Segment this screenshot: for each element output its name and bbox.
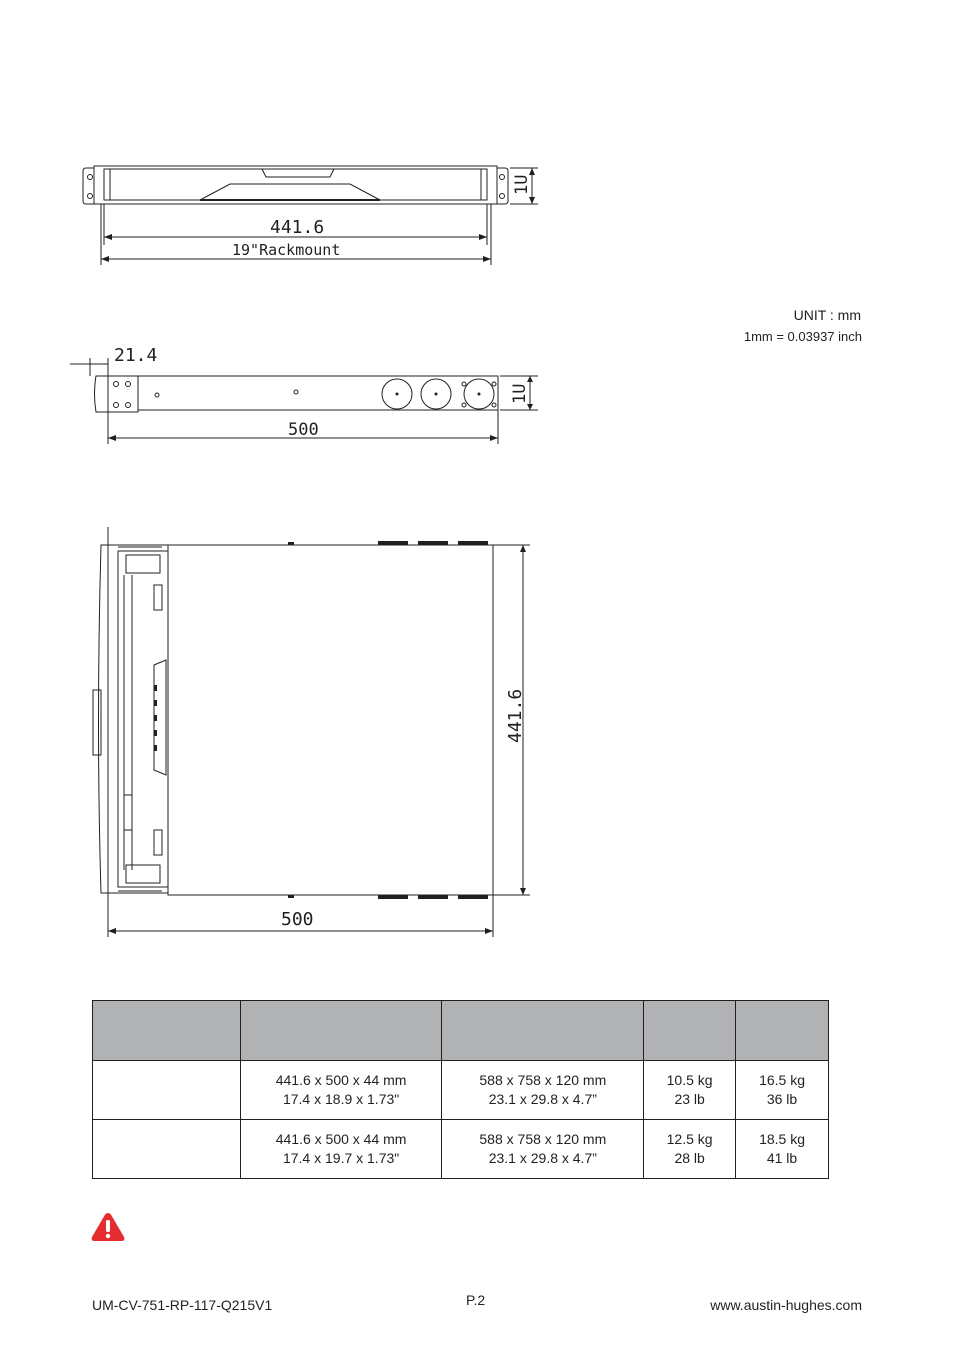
package-cell: [442, 1120, 644, 1179]
table-row: [93, 1120, 829, 1179]
package-metric: 588 x 758 x 120 mm: [479, 1072, 607, 1088]
doc-code: UM-CV-751-RP-117-Q215V1: [92, 1297, 273, 1313]
package-metric: 588 x 758 x 120 mm: [479, 1131, 607, 1147]
front-height-label: 1U: [512, 174, 532, 195]
unit-title: UNIT : mm: [793, 307, 861, 323]
header-net-weight: [644, 1001, 736, 1061]
table-row: [93, 1061, 829, 1120]
top-view-drawing: [88, 525, 538, 945]
gross-weight-kg: 18.5 kg: [759, 1131, 805, 1147]
gross-weight-cell: [736, 1061, 829, 1120]
top-depth-label: 500: [281, 909, 314, 930]
side-view-drawing: [70, 340, 550, 450]
side-depth-label: 500: [288, 420, 319, 440]
front-width-label: 441.6: [270, 217, 325, 238]
header-gross-weight: [736, 1001, 829, 1061]
package-imperial: 23.1 x 29.8 x 4.7”: [488, 1091, 597, 1107]
page-number: P.2: [466, 1292, 486, 1308]
dimensions-imperial: 17.4 x 18.9 x 1.73": [282, 1091, 400, 1107]
gross-weight-lb: 41 lb: [766, 1150, 798, 1166]
front-view-drawing: [80, 155, 560, 270]
dimensions-imperial: 17.4 x 19.7 x 1.73": [282, 1150, 400, 1166]
net-weight-lb: 23 lb: [674, 1091, 705, 1107]
net-weight-kg: 10.5 kg: [666, 1072, 713, 1088]
model-cell: [93, 1061, 241, 1120]
dimensions-metric: 441.6 x 500 x 44 mm: [275, 1072, 407, 1088]
top-width-label: 441.6: [505, 688, 526, 743]
package-cell: [442, 1061, 644, 1120]
net-weight-cell: [644, 1120, 736, 1179]
gross-weight-lb: 36 lb: [766, 1091, 798, 1107]
net-weight-cell: [644, 1061, 736, 1120]
gross-weight-kg: 16.5 kg: [759, 1072, 805, 1088]
rackmount-label: 19"Rackmount: [232, 241, 341, 259]
dimensions-cell: [240, 1120, 442, 1179]
dimensions-metric: 441.6 x 500 x 44 mm: [275, 1131, 407, 1147]
model-cell: [93, 1120, 241, 1179]
side-height-label: 1U: [510, 383, 530, 404]
table-header-row: [93, 1001, 829, 1061]
net-weight-lb: 28 lb: [674, 1150, 705, 1166]
spec-table: [92, 1000, 829, 1179]
gross-weight-cell: [736, 1120, 829, 1179]
header-dimensions: [240, 1001, 442, 1061]
website-link[interactable]: www.austin-hughes.com: [710, 1297, 862, 1313]
header-package: [442, 1001, 644, 1061]
dimensions-cell: [240, 1061, 442, 1120]
net-weight-kg: 12.5 kg: [666, 1131, 713, 1147]
handle-depth-label: 21.4: [114, 345, 158, 366]
header-model: [93, 1001, 241, 1061]
warning-triangle-icon: [90, 1211, 126, 1243]
package-imperial: 23.1 x 29.8 x 4.7”: [488, 1150, 597, 1166]
unit-conversion: 1mm = 0.03937 inch: [743, 329, 862, 344]
